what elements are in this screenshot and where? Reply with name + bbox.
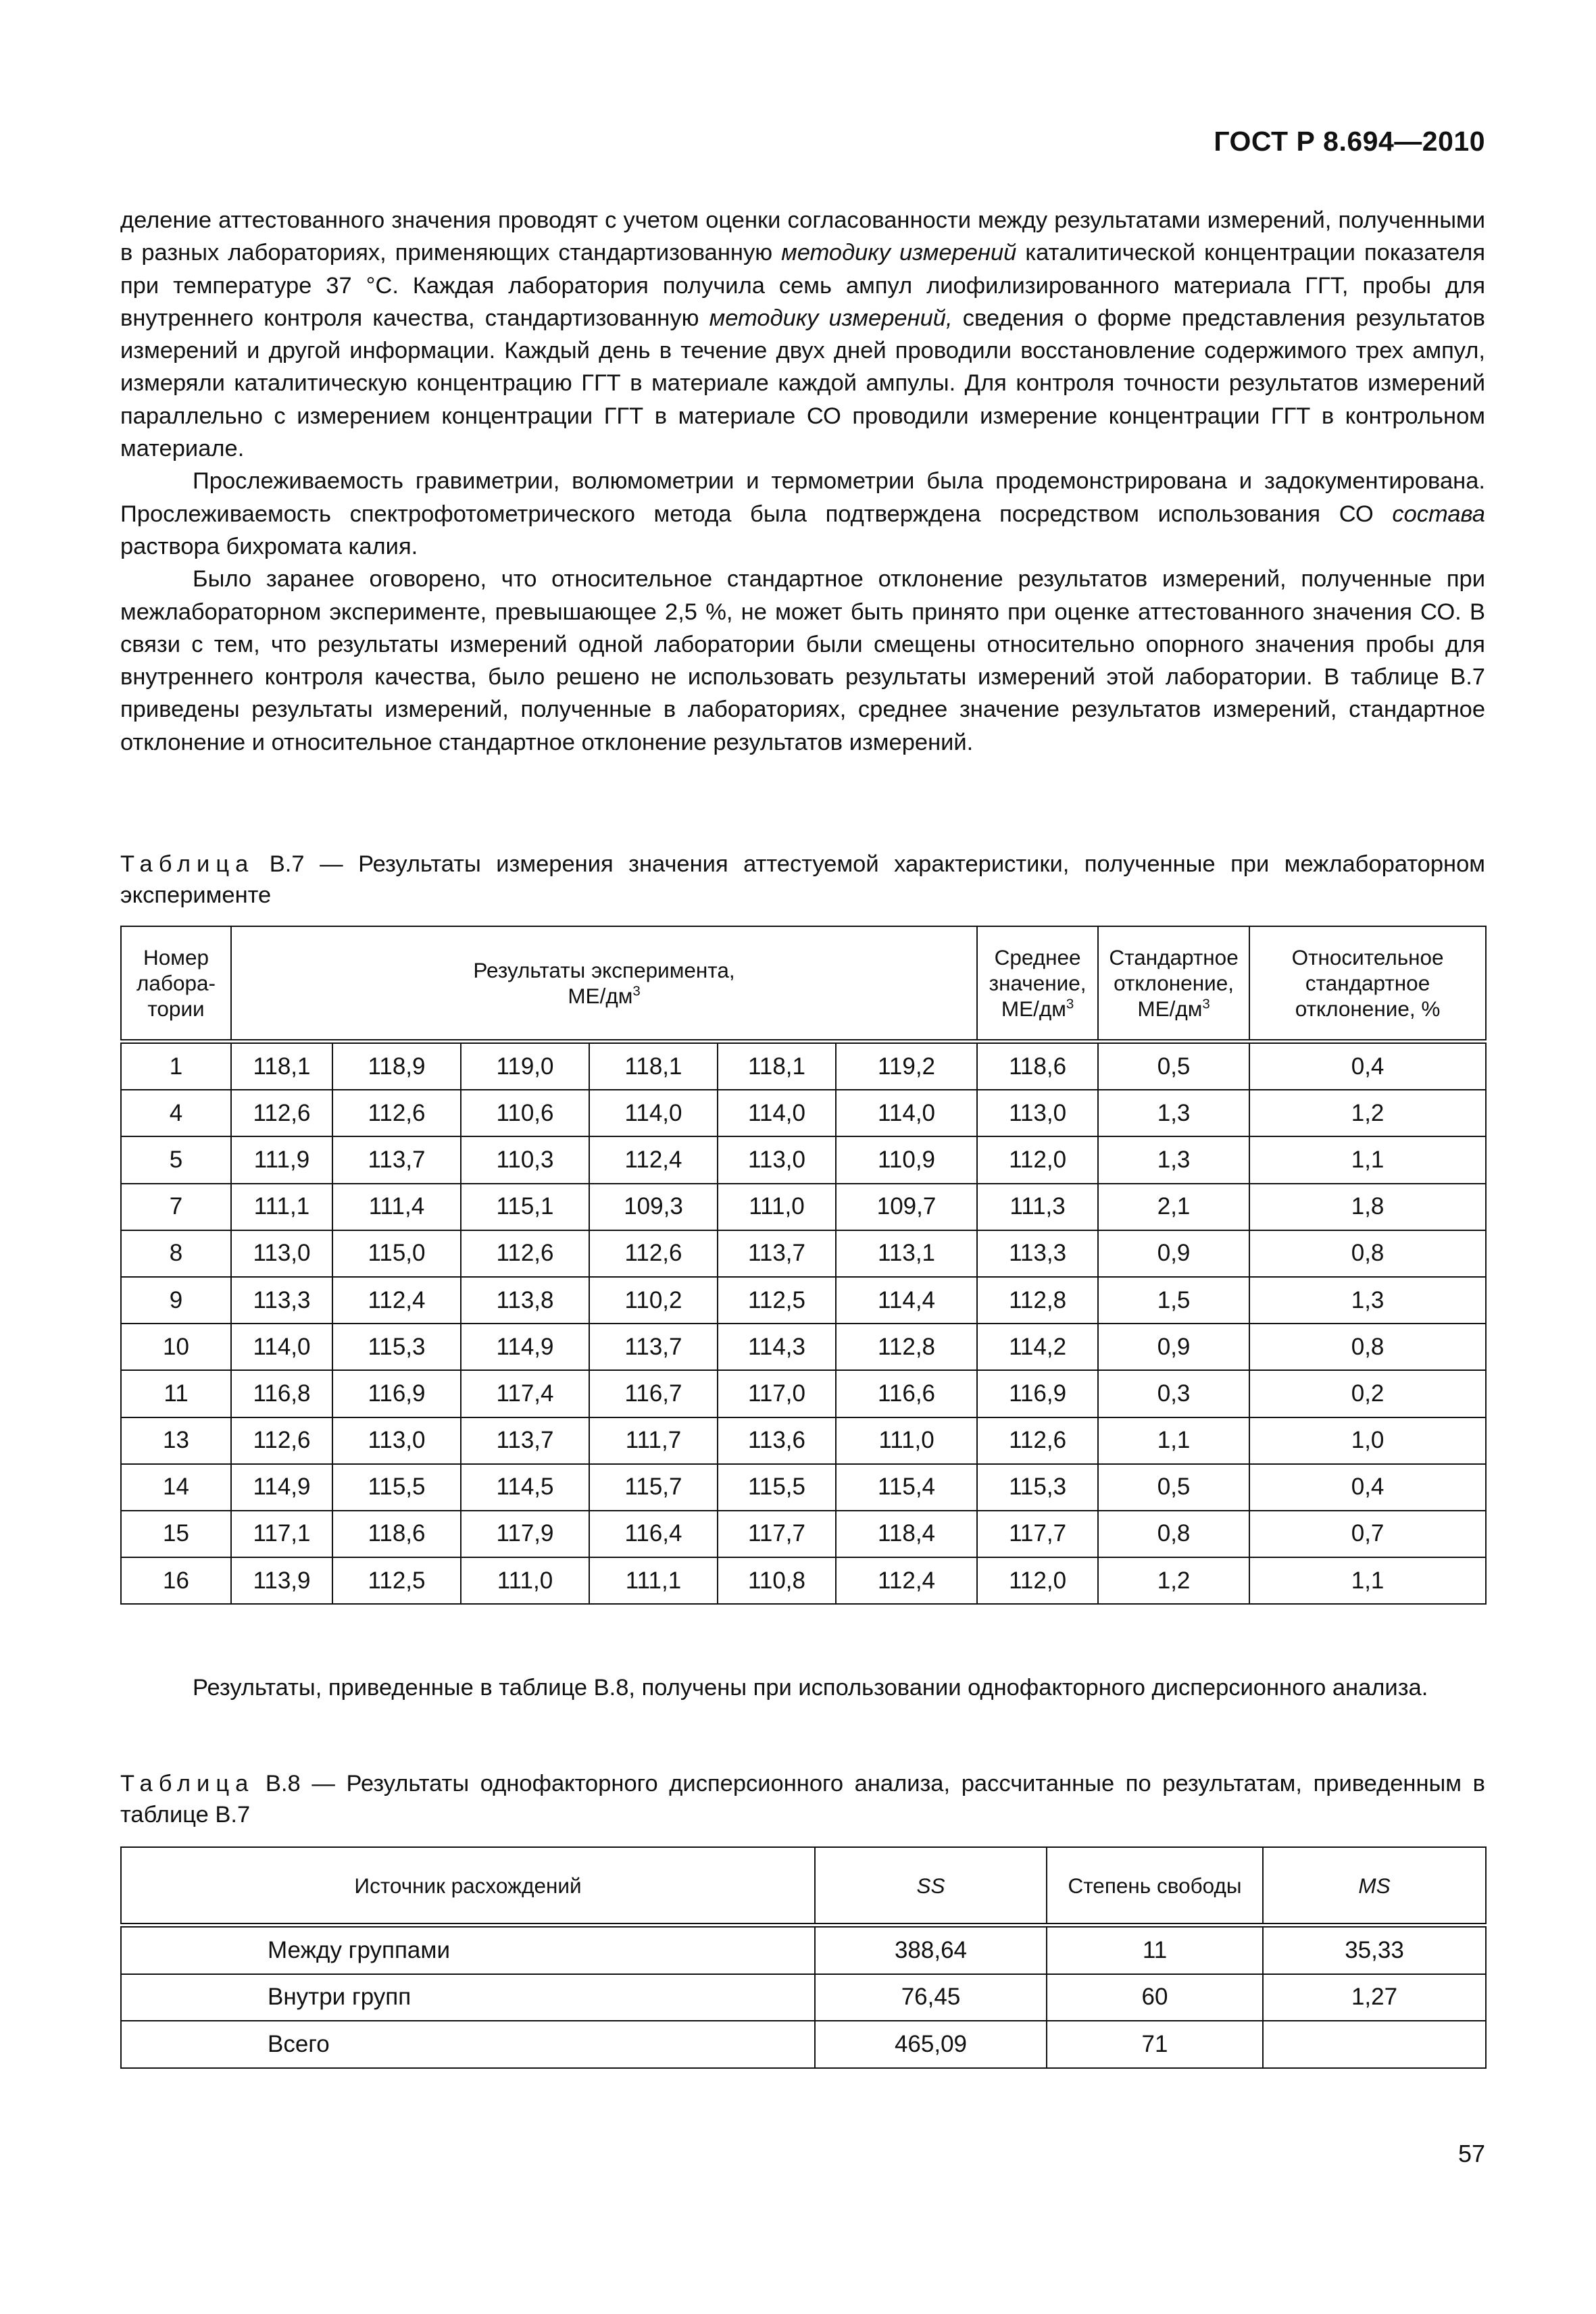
value-cell: 118,1 [231,1042,332,1090]
italic-term: состава [1392,501,1485,527]
source-cell: Всего [121,2021,815,2068]
value-cell: 112,4 [332,1277,461,1324]
value-cell: 109,3 [589,1184,718,1230]
table-row [121,1370,1486,1417]
text-run: сведения о форме представления результатов измерений и другой информации. Каждый день в течение двух дней проводили восстановление содержимого трех ампул, измеряли каталитическую концентрацию ГГТ в материале каждой ампулы. Для контроля точности результатов измерений параллельно с измерением концентрации ГГТ в материале СО проводили измерение концентрации ГГТ в контрольном материале. [120,305,1486,462]
value-cell: 113,0 [977,1090,1098,1136]
header-ss [815,1847,1047,1926]
value-cell: 113,1 [836,1230,977,1277]
value-cell: 116,9 [332,1370,461,1417]
body-text [120,204,1485,759]
value-cell: 112,4 [589,1136,718,1183]
table-7 [120,926,1487,1605]
value-cell: 0,3 [1098,1370,1249,1417]
value-cell: 0,9 [1098,1230,1249,1277]
value-cell: 465,09 [815,2021,1047,2068]
value-cell: 114,2 [977,1324,1098,1370]
lab-number-cell: 16 [121,1557,231,1604]
value-cell: 1,2 [1098,1557,1249,1604]
table-row [121,1926,1486,1974]
table-row [121,1042,1486,1090]
value-cell: 116,4 [589,1511,718,1557]
value-cell: 111,9 [231,1136,332,1183]
value-cell: 115,7 [589,1464,718,1511]
value-cell: 0,4 [1249,1042,1486,1090]
value-cell: 112,6 [231,1090,332,1136]
value-cell: 112,6 [332,1090,461,1136]
value-cell: 118,6 [977,1042,1098,1090]
lab-number-cell: 8 [121,1230,231,1277]
header-text: MS [1358,1873,1391,1898]
italic-term: методику измерений, [709,305,953,331]
unit-superscript: 3 [632,983,641,999]
table-row [121,1974,1486,2021]
value-cell: 118,1 [589,1042,718,1090]
text-run: Прослеживаемость гравиметрии, волюмометрии и термометрии была продемонстрирована и задокументирована. Прослеживаемость спектрофотометрического метода была подтверждена посредством использования СО [120,468,1485,527]
value-cell: 114,9 [231,1464,332,1511]
header-unit: МЕ/дм [568,984,633,1008]
value-cell: 111,0 [461,1557,589,1604]
value-cell: 114,0 [718,1090,836,1136]
value-cell: 113,7 [461,1417,589,1464]
lab-number-cell: 11 [121,1370,231,1417]
lab-number-cell: 4 [121,1090,231,1136]
lab-number-cell: 7 [121,1184,231,1230]
value-cell: 112,0 [977,1557,1098,1604]
value-cell: 111,1 [231,1184,332,1230]
lab-number-cell: 13 [121,1417,231,1464]
paragraph-4: Результаты, приведенные в таблице В.8, получены при использовании однофакторного дисперсионного анализа. [193,1675,1428,1701]
table8-header-row [121,1847,1486,1926]
value-cell: 0,7 [1249,1511,1486,1557]
header-unit: МЕ/дм [1001,997,1066,1021]
value-cell: 112,6 [589,1230,718,1277]
value-cell: 115,5 [718,1464,836,1511]
source-cell: Внутри групп [121,1974,815,2021]
table-row [121,1184,1486,1230]
value-cell: 114,4 [836,1277,977,1324]
value-cell: 113,7 [589,1324,718,1370]
value-cell: 113,0 [332,1417,461,1464]
value-cell: 0,5 [1098,1042,1249,1090]
value-cell: 116,7 [589,1370,718,1417]
table7-header-row [121,926,1486,1042]
value-cell: 118,9 [332,1042,461,1090]
value-cell: 115,3 [332,1324,461,1370]
value-cell: 113,9 [231,1557,332,1604]
value-cell: 115,1 [461,1184,589,1230]
value-cell: 114,0 [589,1090,718,1136]
header-ms [1263,1847,1486,1926]
header-text: Среднее значение, [989,945,1087,995]
value-cell: 118,1 [718,1042,836,1090]
header-lab-number: Номер лабора-тории [121,926,231,1042]
value-cell: 0,8 [1249,1230,1486,1277]
value-cell: 11 [1047,1926,1263,1974]
value-cell: 112,5 [332,1557,461,1604]
value-cell: 1,0 [1249,1417,1486,1464]
header-text: Результаты эксперимента, [473,958,735,982]
value-cell: 113,7 [332,1136,461,1183]
header-std-dev [1098,926,1249,1042]
value-cell: 114,9 [461,1324,589,1370]
value-cell: 117,9 [461,1511,589,1557]
header-rel-std-dev: Относительное стандартное отклонение, % [1249,926,1486,1042]
value-cell: 1,2 [1249,1090,1486,1136]
text-run: деление аттестованного значения проводят с учетом оценки согласованности между результатами измерений, полученными в разных лабораториях, применяющих стандартизованную [120,207,1485,266]
value-cell: 388,64 [815,1926,1047,1974]
source-cell: Между группами [121,1926,815,1974]
value-cell: 0,8 [1098,1511,1249,1557]
table-row [121,1324,1486,1370]
value-cell: 111,0 [836,1417,977,1464]
value-cell: 112,0 [977,1136,1098,1183]
value-cell: 2,1 [1098,1184,1249,1230]
table7-body [121,1042,1486,1605]
value-cell: 113,8 [461,1277,589,1324]
value-cell: 1,1 [1098,1417,1249,1464]
table-row [121,1230,1486,1277]
value-cell: 111,4 [332,1184,461,1230]
value-cell: 117,4 [461,1370,589,1417]
table-row [121,1417,1486,1464]
unit-superscript: 3 [1202,996,1210,1012]
table-row [121,1090,1486,1136]
header-source: Источник расхождений [121,1847,815,1926]
lab-number-cell: 1 [121,1042,231,1090]
value-cell: 113,0 [231,1230,332,1277]
value-cell: 114,3 [718,1324,836,1370]
value-cell: 115,5 [332,1464,461,1511]
value-cell: 112,6 [977,1417,1098,1464]
value-cell: 116,6 [836,1370,977,1417]
header-unit: МЕ/дм [1137,997,1203,1021]
value-cell: 116,9 [977,1370,1098,1417]
value-cell: 113,7 [718,1230,836,1277]
table7-caption [120,849,1485,911]
paragraph-2 [120,465,1485,563]
lab-number-cell: 14 [121,1464,231,1511]
value-cell: 116,8 [231,1370,332,1417]
value-cell: 0,8 [1249,1324,1486,1370]
caption-label: Таблица [120,851,255,877]
value-cell: 115,0 [332,1230,461,1277]
value-cell: 117,0 [718,1370,836,1417]
value-cell: 113,6 [718,1417,836,1464]
value-cell: 1,8 [1249,1184,1486,1230]
page-number: 57 [1457,2140,1485,2167]
paragraph-1 [120,204,1485,465]
value-cell: 110,6 [461,1090,589,1136]
value-cell: 113,0 [718,1136,836,1183]
table8-caption [120,1768,1485,1830]
table-row [121,2021,1486,2068]
value-cell: 110,8 [718,1557,836,1604]
value-cell: 60 [1047,1974,1263,2021]
value-cell: 114,0 [231,1324,332,1370]
value-cell: 112,6 [231,1417,332,1464]
value-cell: 111,3 [977,1184,1098,1230]
value-cell: 1,5 [1098,1277,1249,1324]
text-run: каталитической концентрации показателя при температуре 37 °С. Каждая лаборатория получила семь ампул лиофилизированного материала ГГТ, пробы для внутреннего контроля качества, стандартизованную [120,240,1486,331]
value-cell: 117,7 [977,1511,1098,1557]
value-cell: 112,8 [977,1277,1098,1324]
table-row [121,1277,1486,1324]
value-cell: 110,9 [836,1136,977,1183]
lab-number-cell: 5 [121,1136,231,1183]
value-cell: 112,4 [836,1557,977,1604]
header-df: Степень свободы [1047,1847,1263,1926]
value-cell: 1,27 [1263,1974,1486,2021]
table8-body [121,1926,1486,2068]
paragraph-3: Было заранее оговорено, что относительное стандартное отклонение результатов измерений, полученные при межлабораторном эксперименте, превышающее 2,5 %, не может быть принято при оценке аттестованного значения СО. В связи с тем, что результаты измерений одной лаборатории были смещены относительно опорного значения пробы для внутреннего контроля качества, было решено не использовать результаты измерений этой лаборатории. В таблице В.7 приведены результаты измерений, полученные в лабораториях, среднее значение результатов измерений, стандартное отклонение и относительное стандартное отклонение результатов измерений. [120,566,1485,755]
value-cell: 76,45 [815,1974,1047,2021]
header-results [231,926,977,1042]
table-row [121,1464,1486,1511]
value-cell: 112,6 [461,1230,589,1277]
value-cell: 1,3 [1098,1136,1249,1183]
value-cell: 71 [1047,2021,1263,2068]
text-run: раствора бихромата калия. [120,533,418,559]
value-cell: 111,7 [589,1417,718,1464]
table-row [121,1511,1486,1557]
lab-number-cell: 9 [121,1277,231,1324]
table-8 [120,1846,1487,2069]
value-cell: 117,1 [231,1511,332,1557]
caption-text: В.8 — Результаты однофакторного дисперсионного анализа, рассчитанные по результатам, приведенным в таблице В.7 [120,1771,1485,1828]
value-cell: 1,1 [1249,1136,1486,1183]
value-cell: 118,6 [332,1511,461,1557]
table-row [121,1557,1486,1604]
value-cell: 35,33 [1263,1926,1486,1974]
value-cell: 113,3 [231,1277,332,1324]
value-cell: 110,3 [461,1136,589,1183]
header-mean [977,926,1098,1042]
caption-label: Таблица [120,1771,255,1796]
value-cell: 109,7 [836,1184,977,1230]
italic-term: методику измерений [781,240,1017,266]
value-cell: 119,2 [836,1042,977,1090]
lab-number-cell: 10 [121,1324,231,1370]
value-cell: 0,4 [1249,1464,1486,1511]
value-cell: 0,5 [1098,1464,1249,1511]
header-text: SS [916,1873,945,1898]
value-cell: 110,2 [589,1277,718,1324]
value-cell: 1,1 [1249,1557,1486,1604]
table-row [121,1136,1486,1183]
value-cell: 117,7 [718,1511,836,1557]
value-cell: 114,0 [836,1090,977,1136]
value-cell: 1,3 [1249,1277,1486,1324]
value-cell: 118,4 [836,1511,977,1557]
value-cell: 112,5 [718,1277,836,1324]
header-text: Стандартное отклонение, [1109,945,1239,995]
value-cell: 111,1 [589,1557,718,1604]
value-cell: 113,3 [977,1230,1098,1277]
value-cell: 115,4 [836,1464,977,1511]
value-cell [1263,2021,1486,2068]
value-cell: 115,3 [977,1464,1098,1511]
value-cell: 111,0 [718,1184,836,1230]
document-header: ГОСТ Р 8.694—2010 [1214,126,1485,157]
value-cell: 0,9 [1098,1324,1249,1370]
value-cell: 1,3 [1098,1090,1249,1136]
caption-text: В.7 — Результаты измерения значения аттестуемой характеристики, полученные при межлабораторном эксперименте [120,851,1485,908]
value-cell: 114,5 [461,1464,589,1511]
value-cell: 0,2 [1249,1370,1486,1417]
value-cell: 119,0 [461,1042,589,1090]
value-cell: 112,8 [836,1324,977,1370]
lab-number-cell: 15 [121,1511,231,1557]
unit-superscript: 3 [1066,996,1074,1012]
